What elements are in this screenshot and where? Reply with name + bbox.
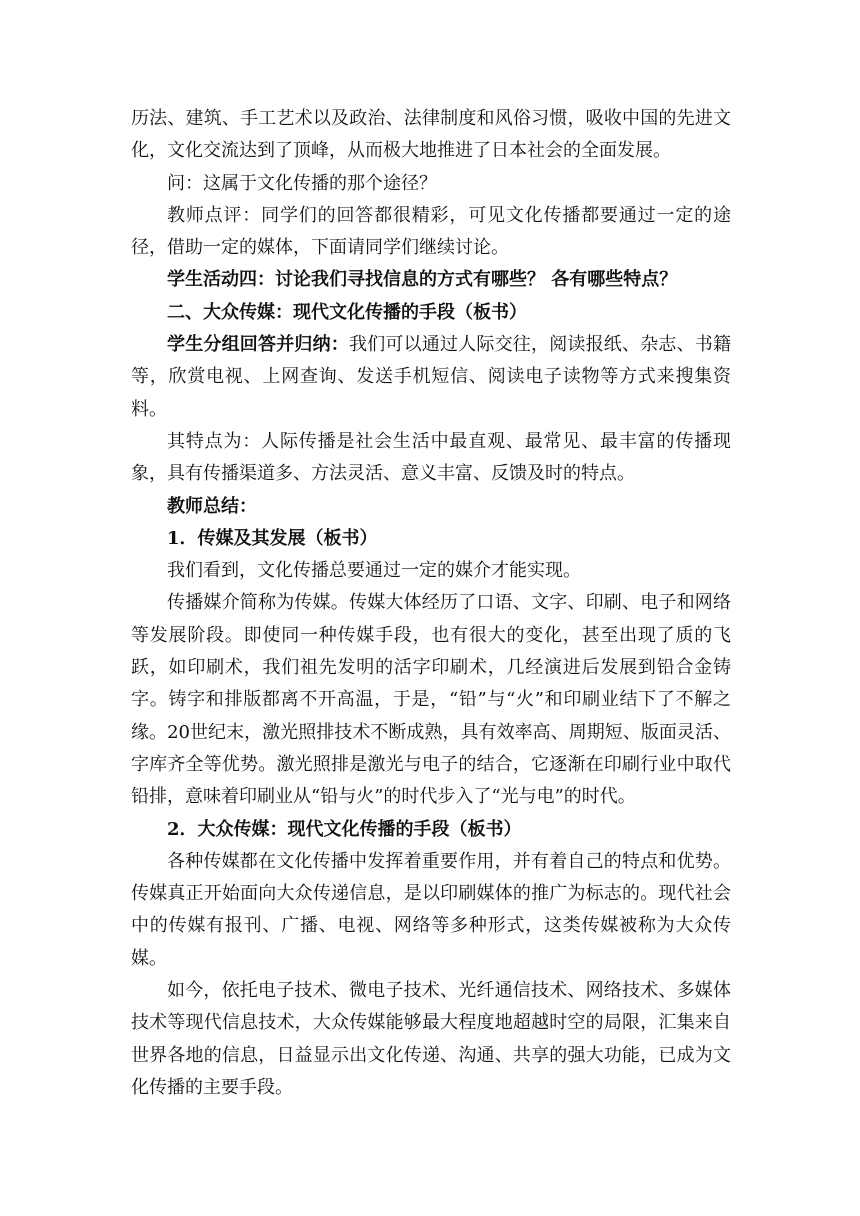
document-body [131, 103, 731, 1104]
paragraph-continuation: 历法、建筑、手工艺术以及政治、法律制度和风俗习惯，吸收中国的先进文化，文化交流达到了顶峰，从而极大地推进了日本社会的全面发展。 [131, 108, 731, 162]
paragraph-media-intro: 我们看到，文化传播总要通过一定的媒介才能实现。 [167, 560, 581, 582]
student-summary-lead: 学生分组回答并归纳： [167, 334, 349, 356]
paragraph-characteristics: 其特点为：人际传播是社会生活中最直观、最常见、最丰富的传播现象，具有传播渠道多、方法灵活、意义丰富、反馈及时的特点。 [131, 430, 731, 485]
paragraph-modern-technology: 如今，依托电子技术、微电子技术、光纤通信技术、网络技术、多媒体技术等现代信息技术，大众传媒能够最大程度地超越时空的局限，汇集来自世界各地的信息，日益显示出文化传递、沟通、共享的强大功能，已成为文化传播的主要手段。 [131, 980, 731, 1098]
paragraph-teacher-comment: 教师点评：同学们的回答都很精彩，可见文化传播都要通过一定的途径，借助一定的媒体，下面请同学们继续讨论。 [131, 204, 731, 259]
heading-section-two: 二、大众传媒：现代文化传播的手段（板书） [167, 301, 527, 323]
heading-media-development: 1．传媒及其发展（板书） [167, 527, 378, 549]
heading-mass-media: 2．大众传媒：现代文化传播的手段（板书） [167, 818, 522, 840]
paragraph-mass-media-definition: 各种传媒都在文化传播中发挥着重要作用，并有着自己的特点和优势。传媒真正开始面向大众传递信息，是以印刷媒体的推广为标志的。现代社会中的传媒有报刊、广播、电视、网络等多种形式，这类传媒被称为大众传媒。 [131, 850, 731, 969]
heading-teacher-summary: 教师总结： [167, 495, 257, 517]
paragraph-student-summary [131, 329, 731, 426]
heading-student-activity-four: 学生活动四：讨论我们寻找信息的方式有哪些？ 各有哪些特点？ [167, 269, 678, 291]
paragraph-media-history: 传播媒介简称为传媒。传媒大体经历了口语、文字、印刷、电子和网络等发展阶段。即使同一种传媒手段，也有很大的变化，甚至出现了质的飞跃，如印刷术，我们祖先发明的活字印刷术，几经演进后发展到铅合金铸字。铸字和排版都离不开高温，于是，“铅”与“火”和印刷业结下了不解之缘。20世纪末，激光照排技术不断成熟，具有效率高、周期短、版面灵活、字库齐全等优势。激光照排是激光与电子的结合，它逐渐在印刷行业中取代铅排，意味着印刷业从“铅与火”的时代步入了“光与电”的时代。 [131, 592, 731, 808]
student-summary-text: 我们可以通过人际交往，阅读报纸、杂志、书籍等，欣赏电视、上网查询、发送手机短信、阅读电子读物等方式来搜集资料。 [131, 334, 731, 420]
paragraph-question: 问：这属于文化传播的那个途径？ [167, 172, 437, 194]
